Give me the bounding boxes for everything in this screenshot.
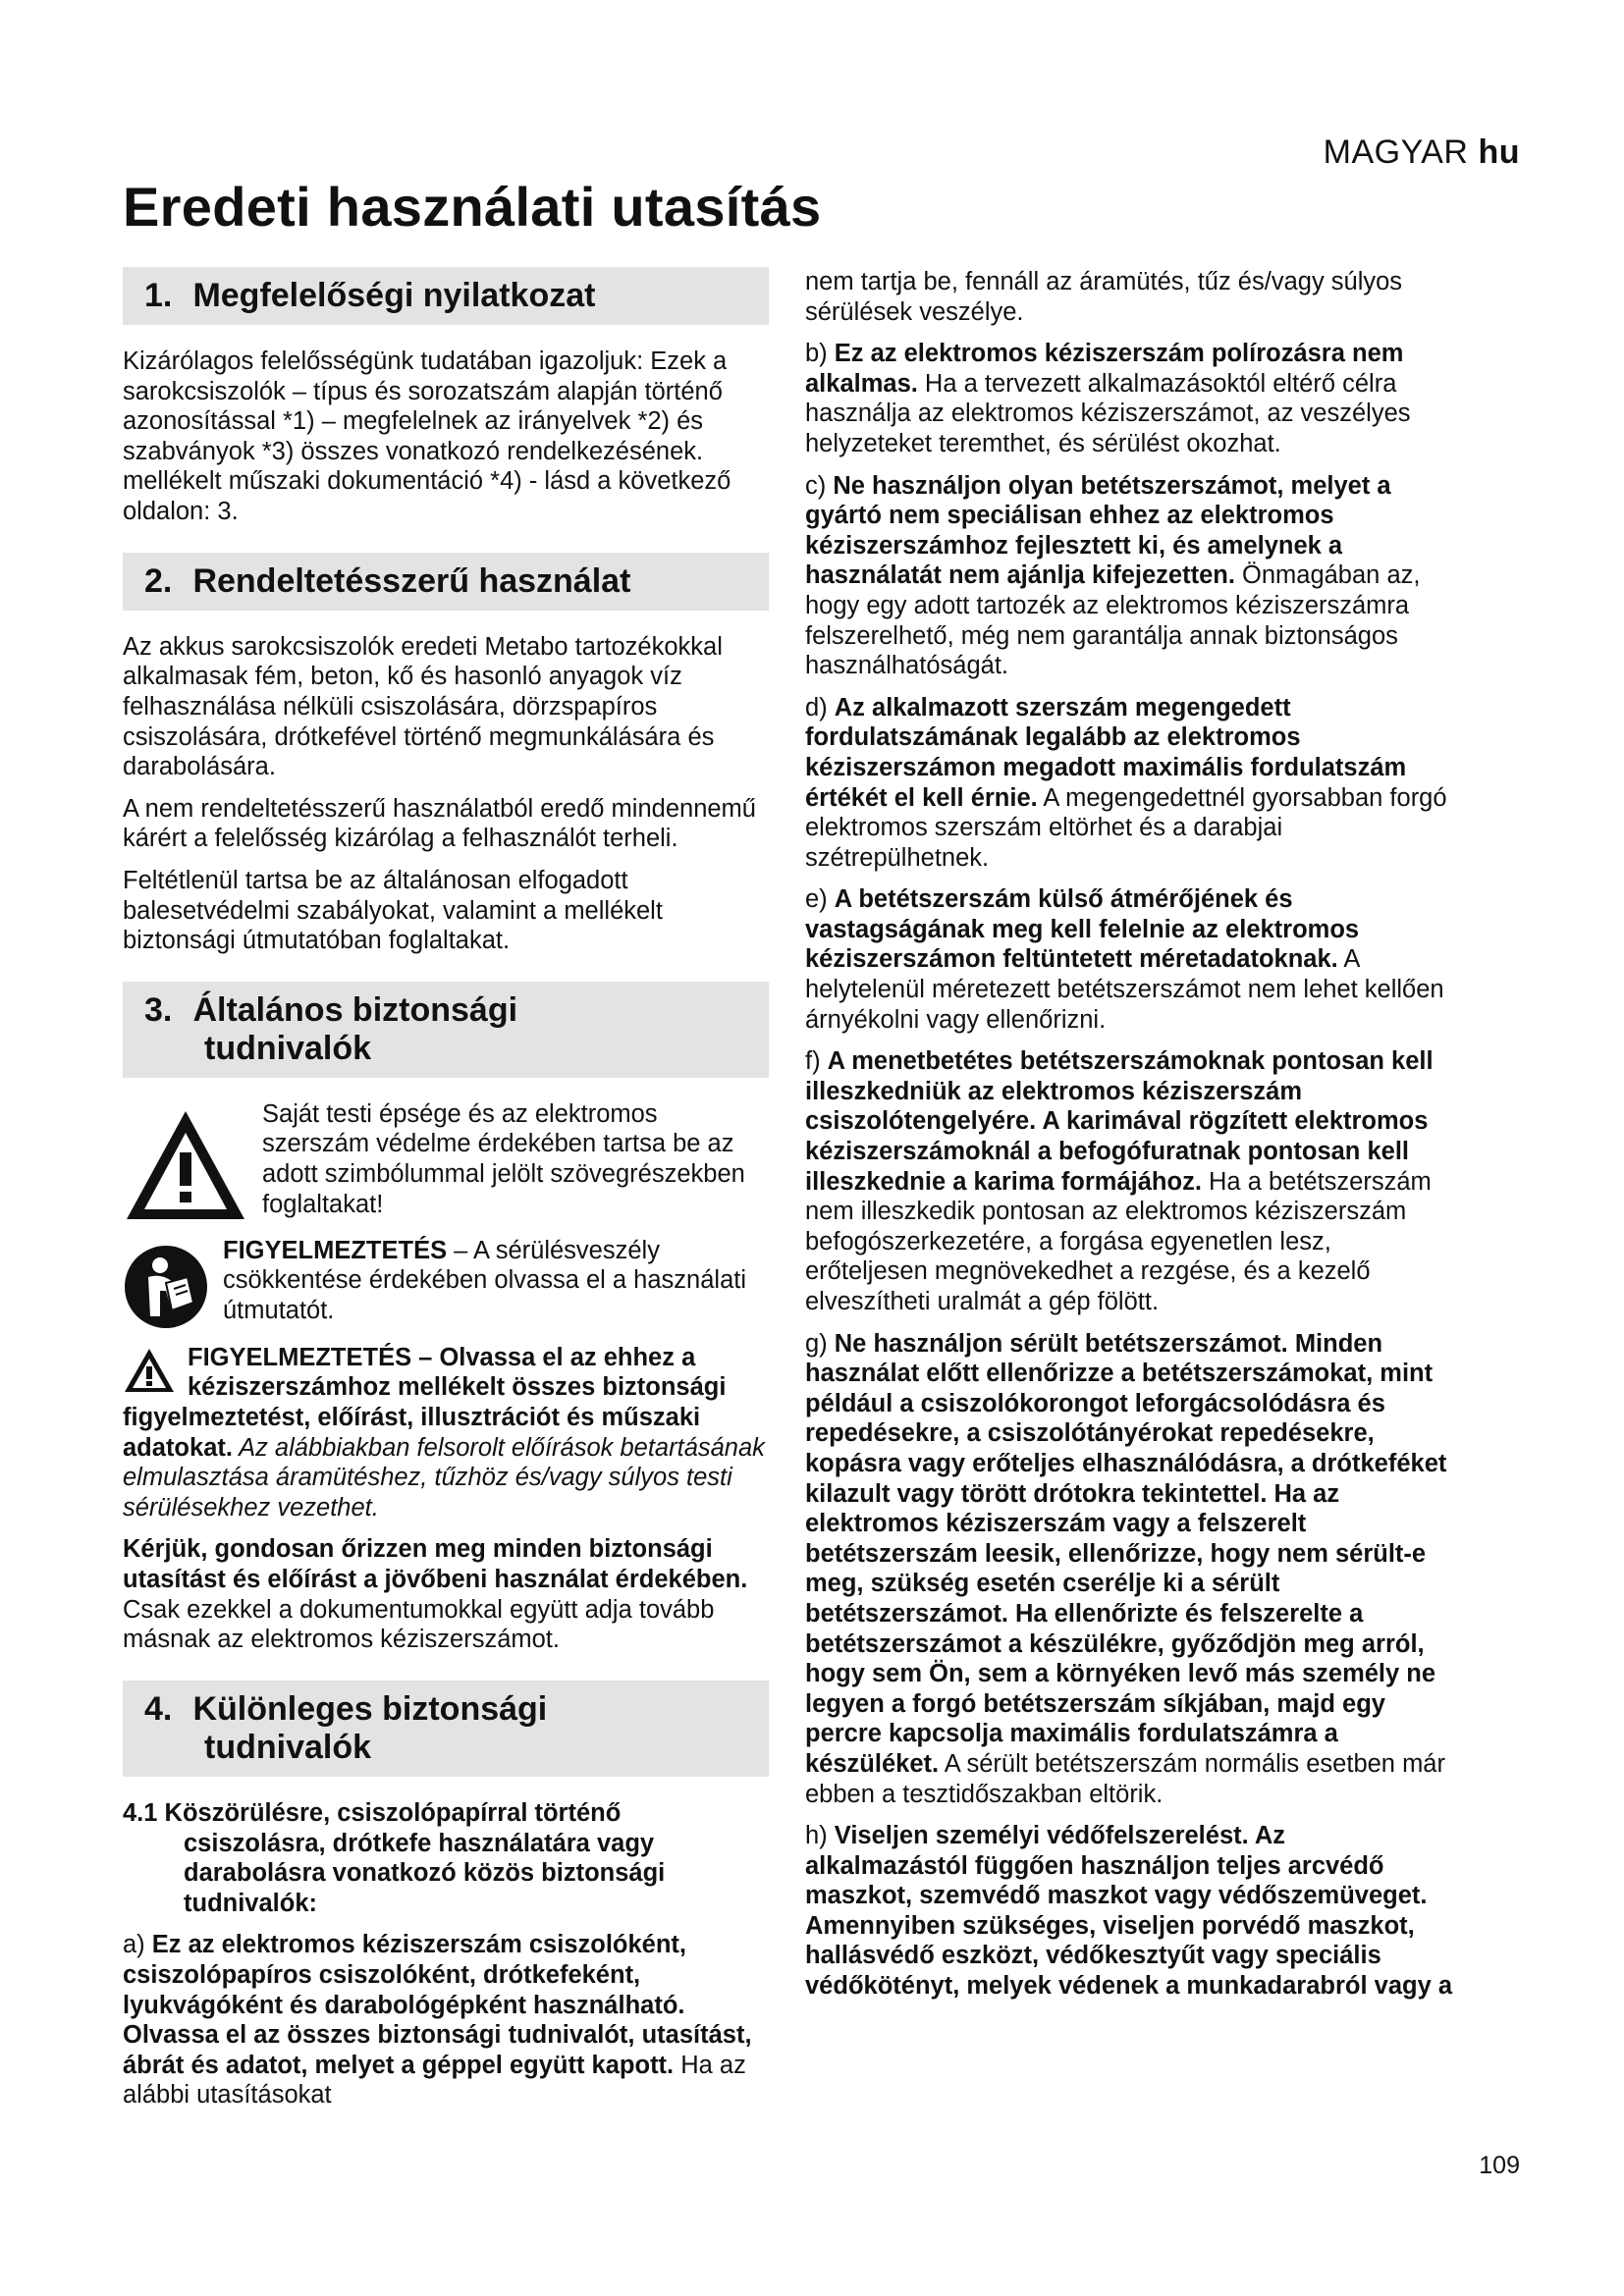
item-a (123, 1930, 769, 2110)
item-g (805, 1329, 1453, 1810)
document-title: Eredeti használati utasítás (123, 176, 822, 238)
section-2-paragraph-3: Feltétlenül tartsa be az általánosan elfogadott balesetvédelmi szabályokat, valamint a mellékelt biztonsági útmutatóban foglaltakat. (123, 866, 663, 955)
left-column (123, 267, 769, 2122)
warning-triangle-icon (123, 1099, 248, 1228)
section-1-paragraph: Kizárólagos felelősségünk tudatában igazoljuk: Ezek a sarokcsiszolók – típus és sorozatszám alapján történő azonosítással *1) – megfelelnek az irányelvek *2) és szabványok *3) összes vonatkozó rendelkezésének. mellékelt műszaki dokumentáció *4) - lásd a következő oldalon: 3. (123, 347, 731, 526)
section-4-number: 4. (144, 1689, 173, 1728)
item-e (805, 884, 1453, 1035)
read-manual-text (223, 1236, 769, 1326)
keep-instructions-text: Csak ezekkel a dokumentumokkal együtt adja tovább másnak az elektromos kéziszerszámot. (123, 1595, 715, 1654)
item-f-bold: A menetbetétes betétszerszámoknak pontosan kell illeszkedniük az elektromos kéziszerszám csiszolótengelyére. A karimával rögzített elektromos kéziszerszámoknál a befogófuratnak pontosan kell illeszkednie a karima formájához. (805, 1047, 1434, 1196)
language-name: MAGYAR (1323, 133, 1469, 171)
section-2-number: 2. (144, 561, 173, 600)
keep-instructions (123, 1534, 769, 1654)
item-h-bold: Viseljen személyi védőfelszerelést. Az alkalmazástól függően használjon teljes arcvédő maszkot, szemvédő maszkot vagy védőszemüveget. Amennyiben szükséges, viseljen porvédő maszkot, hallásvédő eszközt, védőkesztyűt vagy speciális védőkötényt, melyek védenek a munkadarabról vagy a (805, 1822, 1453, 2001)
read-manual-warning (123, 1236, 769, 1335)
item-d-bold: Az alkalmazott szerszám megengedett fordulatszámának legalább az elektromos kéziszerszámon megadott maximális fordulatszám értékét el kell érnie. (805, 693, 1407, 812)
read-manual-icon (123, 1236, 209, 1335)
section-1-title: Megfelelőségi nyilatkozat (192, 277, 596, 314)
item-e-text: A helytelenül méretezett betétszerszámot nem lehet kellően árnyékolni vagy ellenőrizni. (805, 945, 1444, 1034)
item-b-bold: Ez az elektromos kéziszerszám polírozásra nem alkalmas. (805, 340, 1404, 398)
section-2-heading (123, 553, 769, 611)
general-warning-italic: Az alábbiakban felsorolt előírások betartásának elmulasztása áramütéshez, tűzhöz és/vagy súlyos testi sérülésekhez vezethet. (123, 1433, 765, 1522)
section-1-heading (123, 267, 769, 325)
item-c (805, 471, 1453, 681)
item-f (805, 1046, 1453, 1316)
section-2-title: Rendeltetésszerű használat (192, 561, 631, 600)
item-c-bold: Ne használjon olyan betétszerszámot, melyet a gyártó nem speciálisan ehhez az elektromos kéziszerszámhoz fejlesztett ki, és amelynek a használatát nem ajánlja kifejezetten. (805, 471, 1391, 590)
section-1-number: 1. (144, 277, 173, 314)
item-f-text: Ha a betétszerszám nem illeszkedik pontosan az elektromos kéziszerszám befogószerkezetére, a forgása egyenetlen lesz, erőteljesen megnövekedhet a rezgése, és a kezelő elveszítheti uralmát a gép fölött. (805, 1167, 1432, 1315)
symbol-notice-text: Saját testi épsége és az elektromos szerszám védelme érdekében tartsa be az adott szimbólummal jelölt szövegrészekben foglaltakat! (262, 1099, 745, 1218)
item-e-bold: A betétszerszám külső átmérőjének és vastagságának meg kell felelnie az elektromos kéziszerszámon feltüntetett méretadatoknak. (805, 885, 1360, 974)
item-d-label: d) (805, 693, 835, 721)
read-manual-warning-text: – A sérülésveszély csökkentése érdekében olvassa el a használati útmutatót. (223, 1236, 746, 1325)
symbol-notice (123, 1099, 769, 1228)
item-h-label: h) (805, 1822, 835, 1850)
right-column (805, 267, 1453, 2013)
section-2-paragraph-1: Az akkus sarokcsiszolók eredeti Metabo tartozékokkal alkalmasak fém, beton, kő és hasonló anyagok víz felhasználása nélküli csiszolására, dörzspapíros csiszolására, drótkefével történő megmunkálására és darabolására. (123, 632, 723, 781)
general-warning (123, 1343, 769, 1523)
item-c-label: c) (805, 471, 834, 500)
subsection-4-1-heading: 4.1 Köszörülésre, csiszolópapírral történő csiszolásra, drótkefe használatára vagy darabolásra vonatkozó közös biztonsági tudnivalók: (123, 1799, 666, 1917)
item-d-text: A megengedettnél gyorsabban forgó elektromos szerszám eltörhet és a darabjai szétrepülhetnek. (805, 783, 1447, 872)
section-3-title-line-2: tudnivalók (204, 1029, 372, 1067)
general-warning-bold: FIGYELMEZTETÉS – Olvassa el az ehhez a kéziszerszámhoz mellékelt összes biztonsági figyelmeztetést, előírást, illusztrációt és műszaki adatokat. (123, 1343, 727, 1462)
section-4-heading (123, 1681, 769, 1777)
keep-instructions-bold: Kérjük, gondosan őrizzen meg minden biztonsági utasítást és előírást a jövőbeni használat érdekében. (123, 1535, 748, 1594)
item-g-label: g) (805, 1329, 835, 1358)
section-4-title-line-2: tudnivalók (204, 1728, 372, 1766)
item-h (805, 1821, 1453, 2002)
item-b-text: Ha a tervezett alkalmazásoktól eltérő célra használja az elektromos kéziszerszámot, az veszélyes helyzeteket teremthet, és sérülést okozhat. (805, 369, 1411, 457)
section-3-heading (123, 982, 769, 1078)
item-b-label: b) (805, 340, 835, 368)
item-a-text: Ha az alábbi utasításokat (123, 2051, 746, 2109)
continued-text: nem tartja be, fennáll az áramütés, tűz és/vagy súlyos sérülések veszélye. (805, 268, 1403, 326)
item-c-text: Önmagában az, hogy egy adott tartozék az elektromos kéziszerszámra felszerelhető, még nem garantálja annak biztonságos használhatóságát. (805, 561, 1421, 680)
item-a-bold: Ez az elektromos kéziszerszám csiszolóként, csiszolópapíros csiszolóként, drótkefeként, lyukvágóként és darabológépként használható. Olvassa el az összes biztonsági tudnivalót, utasítást, ábrát és adatot, melyet a géppel együtt kapott. (123, 1931, 752, 2079)
section-2-paragraph-2: A nem rendeltetésszerű használatból eredő mindennemű kárért a felelősség kizárólag a felhasználót terheli. (123, 794, 756, 853)
read-manual-warning-label: FIGYELMEZTETÉS (223, 1236, 448, 1264)
page-number: 109 (1479, 2152, 1520, 2179)
language-label (1324, 133, 1520, 172)
section-3-title-line-1: Általános biztonsági (192, 990, 518, 1029)
item-a-label: a) (123, 1931, 152, 1959)
item-g-bold: Ne használjon sérült betétszerszámot. Minden használat előtt ellenőrizze a betétszerszámokat, mint például a csiszolókorongot leforgácsolódásra és repedésekre, a csiszolótányérokat repedésekre, kopásra vagy erőteljes elhasználódásra, a drótkeféket kilazult vagy törött drótokra tekintettel. Ha az elektromos kéziszerszám vagy a felszerelt betétszerszám leesik, ellenőrizze, hogy nem sérült-e meg, szükség esetén cserélje ki a sérült betétszerszámot. Ha ellenőrizte és felszerelte a betétszerszámot a készülékre, győződjön meg arról, hogy sem Ön, sem a környéken levő más személy ne legyen a forgó betétszerszám síkjában, majd egy percre kapcsolja maximális fordulatszámra a készüléket. (805, 1329, 1447, 1778)
item-e-label: e) (805, 885, 835, 914)
item-b (805, 339, 1453, 458)
language-code: hu (1478, 133, 1520, 171)
item-g-text: A sérült betétszerszám normális esetben már ebben a tesztidőszakban eltörik. (805, 1749, 1445, 1808)
section-4-title-line-1: Különleges biztonsági (192, 1689, 548, 1728)
item-d (805, 693, 1453, 874)
item-f-label: f) (805, 1047, 828, 1076)
section-3-number: 3. (144, 990, 173, 1029)
